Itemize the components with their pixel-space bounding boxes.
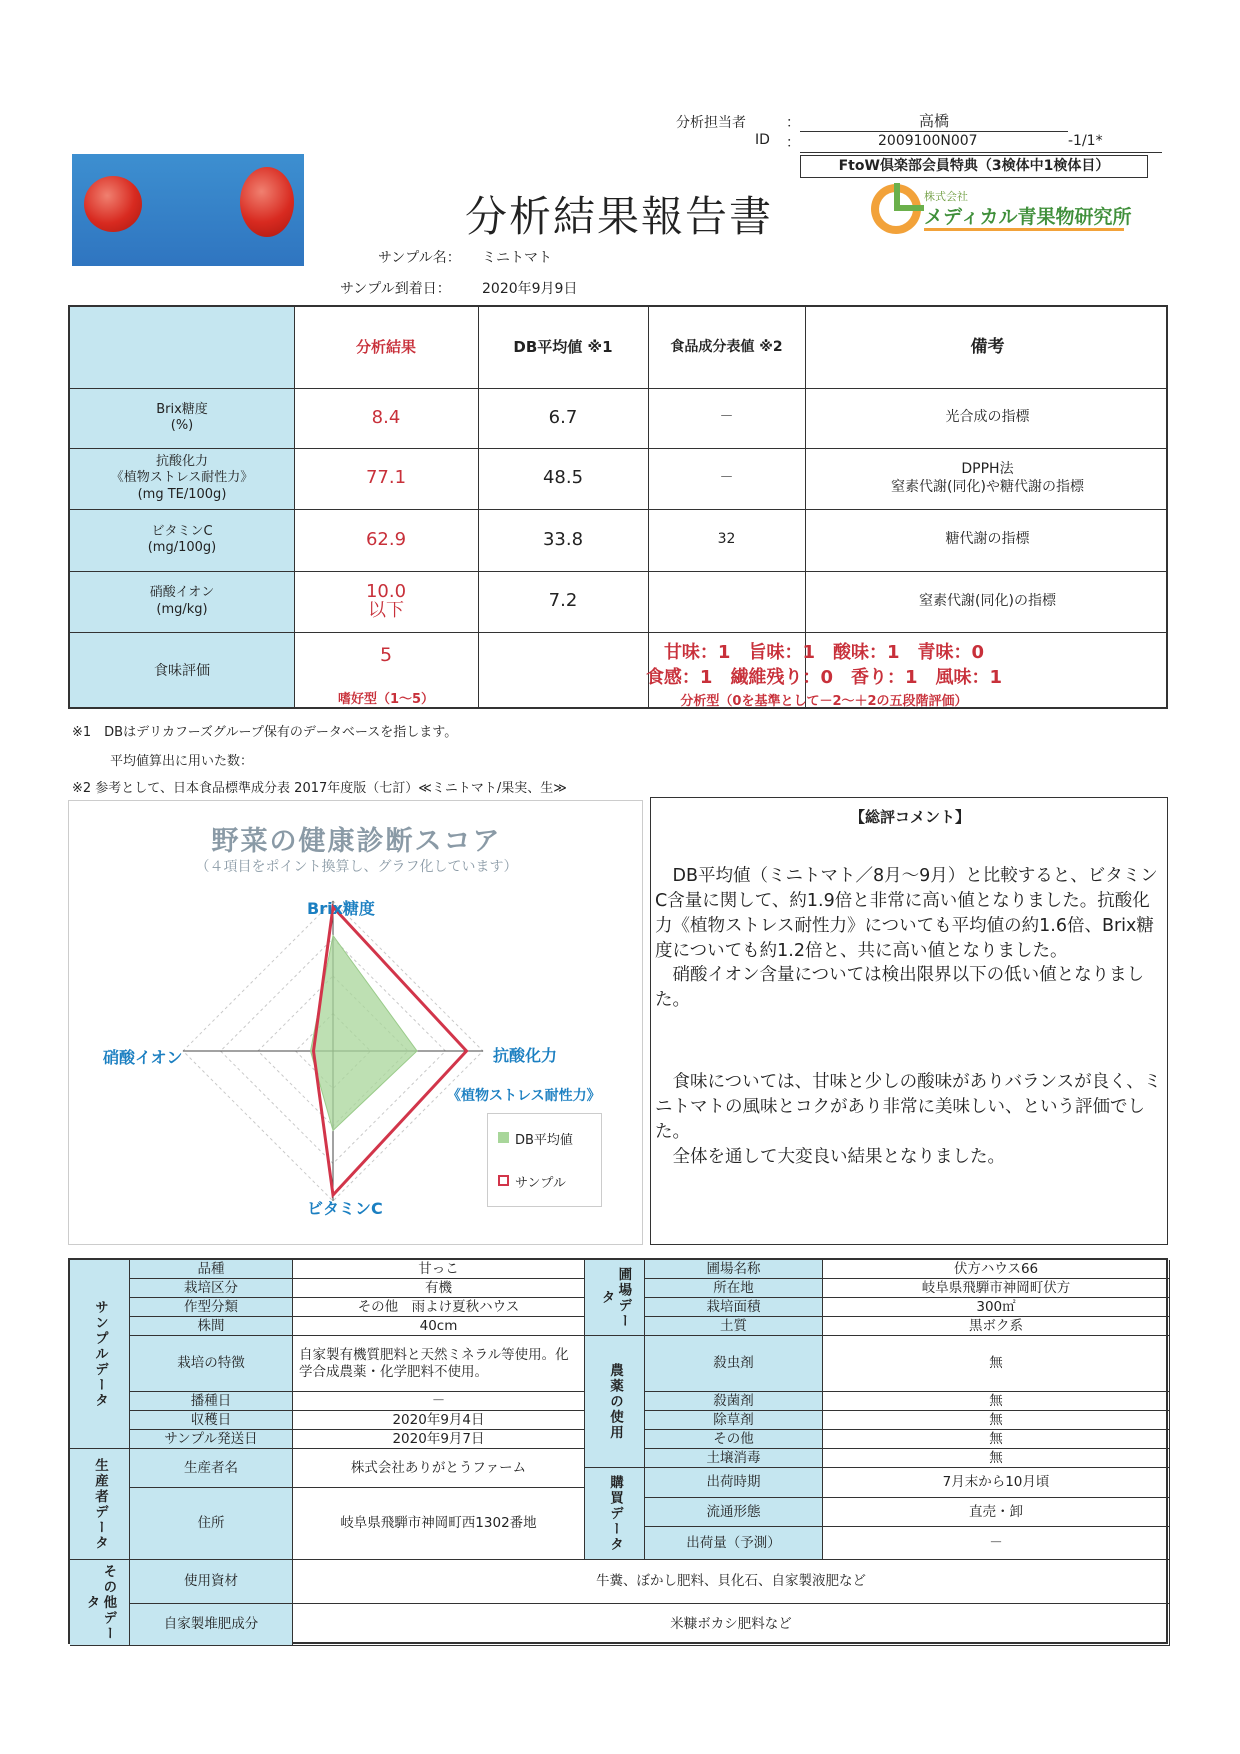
- other-value-0: 牛糞、ぼかし肥料、貝化石、自家製液肥など: [293, 1560, 1170, 1604]
- sample-value-6: 2020年9月4日: [293, 1411, 585, 1430]
- farm-label-0: 圃場名称: [645, 1260, 823, 1279]
- purchase-value-1: 直売・卸: [823, 1498, 1170, 1527]
- pesticide-value-1: 無: [823, 1392, 1170, 1411]
- row-brix-result: 8.4: [371, 406, 401, 428]
- note-1: ※1 DBはデリカフーズグループ保有のデータベースを指します。: [72, 725, 458, 740]
- row-vitc-table: 32: [717, 531, 736, 548]
- pesticide-value-3: 無: [823, 1430, 1170, 1449]
- sample-label-6: 収穫日: [130, 1411, 293, 1430]
- row-nitrate-unit: (mg/kg): [156, 601, 208, 617]
- row-nitrate-label: [70, 571, 294, 632]
- analyst-name: 高橋: [800, 110, 1068, 132]
- farm-value-0: 伏方ハウス66: [823, 1260, 1170, 1279]
- farm-label-1: 所在地: [645, 1279, 823, 1298]
- sample-name-label: サンプル名：: [378, 250, 461, 266]
- farm-value-2: 300㎡: [823, 1298, 1170, 1317]
- pesticide-label-4: 土壌消毒: [645, 1449, 823, 1468]
- producer-label-1: 住所: [130, 1488, 293, 1560]
- row-nitrate-note: 窒素代謝(同化)の指標: [919, 592, 1056, 609]
- comment-paragraph-2: 食味については、甘味と少しの酸味がありバランスが良く、ミニトマトの風味とコクがあり非常に美味しい、という評価でした。 全体を通して大変良い結果となりました。: [655, 1072, 1162, 1167]
- other-label-1: 自家製堆肥成分: [130, 1604, 293, 1646]
- company-logo: [868, 180, 1136, 238]
- pesticide-label-3: その他: [645, 1430, 823, 1449]
- arrival-date: 2020年9月9日: [482, 281, 578, 297]
- chart-legend: [487, 1113, 602, 1207]
- health-score-chart: [68, 800, 643, 1245]
- page-title: 分析結果報告書: [465, 192, 774, 241]
- section-purchase-data: 購買データ: [585, 1468, 645, 1560]
- axis-label-antioxidant: 抗酸化力: [493, 1046, 558, 1065]
- taste-score: 5: [379, 644, 393, 666]
- other-value-1: 米糠ボカシ肥料など: [293, 1604, 1170, 1646]
- legend-sample-label: サンプル: [515, 1176, 566, 1191]
- row-brix-label: [70, 388, 294, 448]
- row-vitc-note: 糖代謝の指標: [945, 531, 1030, 548]
- row-nitrate-result-below: 以下: [368, 599, 404, 621]
- purchase-label-0: 出荷時期: [645, 1468, 823, 1498]
- sample-label-1: 栽培区分: [130, 1279, 293, 1298]
- sample-data-table: [68, 1258, 1168, 1644]
- sample-value-5: －: [293, 1392, 585, 1411]
- taste-line-3: 分析型（0を基準として－2～＋2の五段階評価）: [680, 694, 968, 709]
- row-antioxidant-label: [70, 448, 294, 509]
- id-box: [800, 131, 1162, 153]
- purchase-value-0: 7月末から10月頃: [823, 1468, 1170, 1498]
- purchase-value-2: －: [823, 1527, 1170, 1560]
- note-2: ※2 参考として、日本食品標準成分表 2017年度版（七訂）≪ミニトマト/果実、生≫: [72, 781, 567, 796]
- taste-label: 食味評価: [154, 662, 210, 679]
- sample-value-1: 有機: [293, 1279, 585, 1298]
- sample-label-0: 品種: [130, 1260, 293, 1279]
- section-producer-data: 生産者データ: [70, 1449, 130, 1560]
- row-antioxidant-table: －: [719, 469, 734, 486]
- legend-db-swatch: [498, 1132, 509, 1143]
- sample-label-3: 株間: [130, 1317, 293, 1336]
- sample-label-5: 播種日: [130, 1392, 293, 1411]
- legend-sample-swatch: [498, 1175, 509, 1186]
- sample-value-4: 自家製有機質肥料と天然ミネラル等使用。化学合成農薬・化学肥料不使用。: [293, 1336, 585, 1392]
- row-antioxidant-name: 抗酸化力 《植物ストレス耐性力》: [110, 454, 254, 486]
- row-vitc-label: [70, 509, 294, 571]
- header-result: 分析結果: [355, 338, 416, 357]
- tomato-right: [240, 167, 294, 237]
- pesticide-value-0: 無: [823, 1336, 1170, 1392]
- chart-subtitle: （４項目をポイント換算し、グラフ化しています）: [195, 859, 518, 875]
- other-label-0: 使用資材: [130, 1560, 293, 1604]
- row-brix-name: Brix糖度: [156, 401, 208, 417]
- taste-line-2: 食感：1 繊維残り：0 香り：1 風味：1: [645, 667, 1003, 688]
- row-antioxidant-db: 48.5: [542, 467, 584, 489]
- pesticide-label-1: 殺菌剤: [645, 1392, 823, 1411]
- section-pesticide: 農薬の使用: [585, 1336, 645, 1468]
- tomato-photo: [72, 154, 304, 266]
- id-colon: ：: [786, 135, 800, 151]
- row-vitc-result: 62.9: [365, 528, 407, 550]
- axis-label-nitrate: 硝酸イオン: [103, 1048, 183, 1067]
- farm-label-3: 土質: [645, 1317, 823, 1336]
- row-nitrate-result: [294, 571, 478, 632]
- sample-value-2: その他 雨よけ夏秋ハウス: [293, 1298, 585, 1317]
- purchase-label-1: 流通形態: [645, 1498, 823, 1527]
- section-sample-data: サンプルデータ: [70, 1260, 130, 1449]
- comment-paragraph-1: DB平均値（ミニトマト／8月～9月）と比較すると、ビタミンC含量に関して、約1.9倍と非常に高い値となりました。抗酸化力《植物ストレス耐性力》についても平均値の約1.6倍、Brix糖度についても約1.2倍と、共に高い値となりました。 硝酸イオン含量については検出限界以下の低い値となりました。: [655, 866, 1158, 1011]
- header-food-table: 食品成分表値 ※2: [670, 338, 783, 355]
- taste-score-note: 嗜好型（1～5）: [337, 692, 435, 707]
- analyst-colon: ：: [786, 115, 800, 131]
- sample-value-7: 2020年9月7日: [293, 1430, 585, 1449]
- sample-value-3: 40cm: [293, 1317, 585, 1336]
- summary-comment: [650, 797, 1168, 1245]
- section-farm-data: 圃場データ: [585, 1260, 645, 1336]
- farm-value-3: 黒ボク系: [823, 1317, 1170, 1336]
- row-antioxidant-note1: DPPH法: [961, 461, 1014, 477]
- taste-line-1: 甘味：1 旨味：1 酸味：1 青味：0: [663, 642, 985, 663]
- sample-label-4: 栽培の特徴: [130, 1336, 293, 1392]
- arrival-label: サンプル到着日：: [340, 281, 451, 297]
- row-nitrate-table: [648, 571, 805, 632]
- axis-label-vitc: ビタミンC: [307, 1199, 383, 1218]
- axis-label-brix: Brix糖度: [307, 899, 375, 918]
- producer-value-1: 岐阜県飛騨市神岡町西1302番地: [293, 1488, 585, 1560]
- row-antioxidant-result: 77.1: [365, 467, 407, 489]
- club-note: FtoW倶楽部会員特典（3検体中1検体目）: [800, 155, 1148, 178]
- sample-label-2: 作型分類: [130, 1298, 293, 1317]
- header-remarks: 備考: [970, 336, 1005, 357]
- company-underline: [924, 228, 1124, 231]
- sample-name: ミニトマト: [482, 250, 552, 266]
- note-1b: 平均値算出に用いた数：: [110, 754, 254, 769]
- company-small: 株式会社: [924, 190, 968, 203]
- row-vitc-db: 33.8: [542, 528, 584, 550]
- company-name: メディカル青果物研究所: [924, 206, 1132, 228]
- row-brix-db: 6.7: [548, 406, 578, 428]
- producer-label-0: 生産者名: [130, 1449, 293, 1488]
- pesticide-label-0: 殺虫剤: [645, 1336, 823, 1392]
- row-antioxidant-note: [805, 448, 1170, 509]
- results-table: [68, 305, 1168, 709]
- farm-label-2: 栽培面積: [645, 1298, 823, 1317]
- producer-value-0: 株式会社ありがとうファーム: [293, 1449, 585, 1488]
- row-antioxidant-unit: (mg TE/100g): [137, 486, 227, 502]
- id-value: 2009100N007: [878, 133, 978, 149]
- row-nitrate-db: 7.2: [548, 590, 578, 612]
- row-nitrate-name: 硝酸イオン: [149, 585, 215, 601]
- chart-title: 野菜の健康診断スコア: [211, 826, 502, 857]
- row-nitrate-result-value: 10.0: [365, 580, 407, 602]
- farm-value-1: 岐阜県飛騨市神岡町伏方: [823, 1279, 1170, 1298]
- row-antioxidant-note2: 窒素代謝(同化)や糖代謝の指標: [891, 478, 1084, 495]
- header-db: DB平均値 ※1: [513, 338, 613, 357]
- sample-label-7: サンプル発送日: [130, 1430, 293, 1449]
- comment-title: 【総評コメント】: [849, 808, 970, 826]
- analyst-label: 分析担当者: [676, 115, 746, 131]
- pesticide-label-2: 除草剤: [645, 1411, 823, 1430]
- row-vitc-unit: (mg/100g): [147, 540, 217, 555]
- sample-value-0: 甘っこ: [293, 1260, 585, 1279]
- axis-label-antioxidant-sub: 《植物ストレス耐性力》: [447, 1088, 601, 1104]
- pesticide-value-2: 無: [823, 1411, 1170, 1430]
- row-vitc-name: ビタミンC: [151, 523, 213, 539]
- purchase-label-2: 出荷量（予測）: [645, 1527, 823, 1560]
- tomato-left: [84, 176, 142, 232]
- section-other-data: その他データ: [70, 1560, 130, 1646]
- pesticide-value-4: 無: [823, 1449, 1170, 1468]
- taste-detail-cell: [478, 632, 1170, 711]
- company-logo-icon: [868, 180, 928, 238]
- legend-db-label: DB平均値: [515, 1133, 573, 1148]
- row-brix-unit: (%): [170, 418, 194, 433]
- row-brix-note: 光合成の指標: [945, 409, 1030, 426]
- id-suffix: -1/1*: [1068, 133, 1103, 149]
- row-brix-table: －: [719, 409, 734, 426]
- taste-score-cell: [294, 632, 478, 711]
- id-label: ID: [755, 132, 770, 148]
